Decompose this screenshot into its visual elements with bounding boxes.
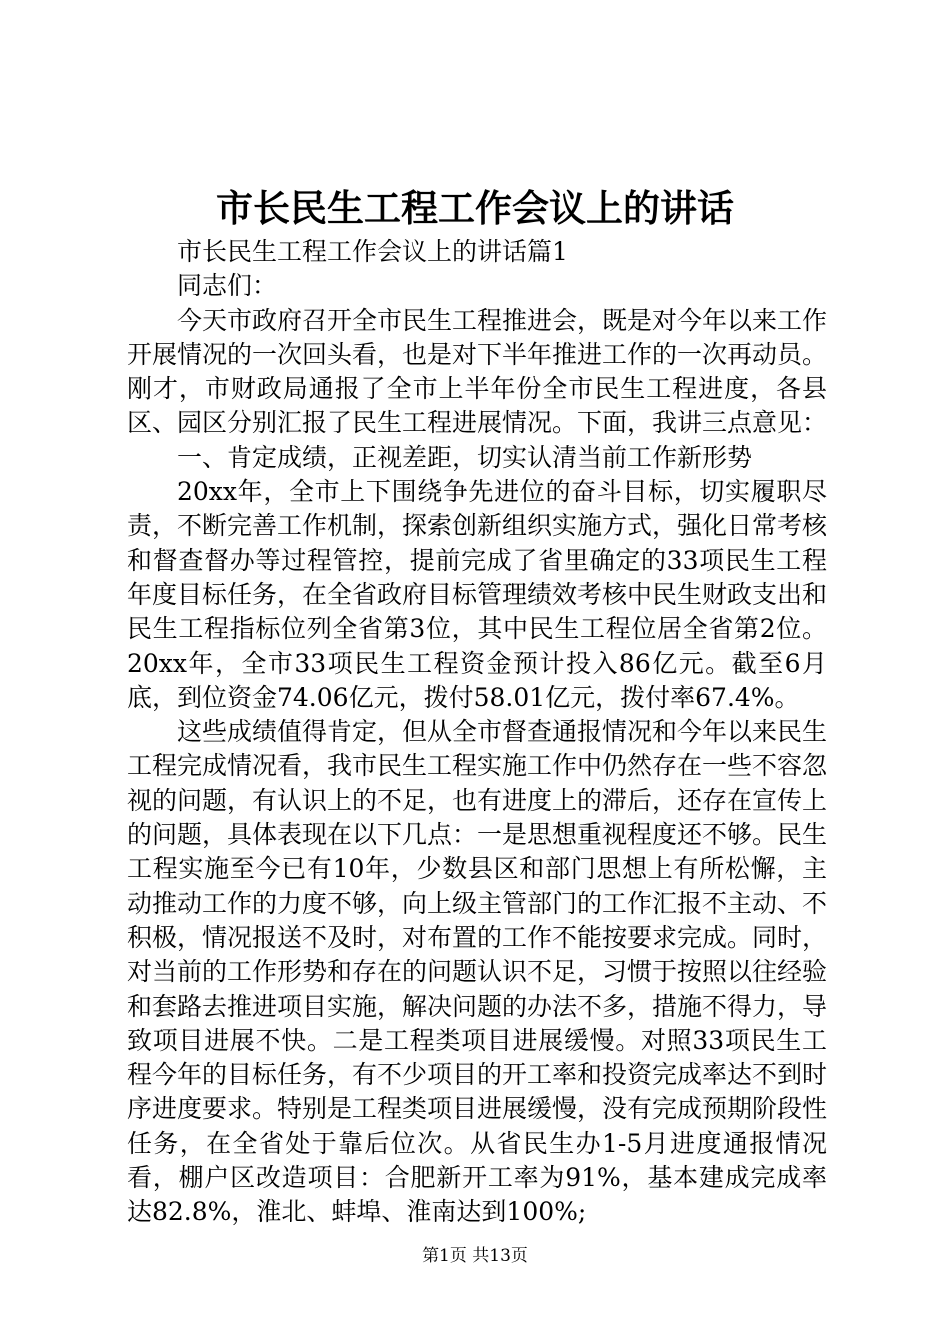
document-title: 市长民生工程工作会议上的讲话: [216, 186, 734, 230]
section-heading: 市长民生工程工作会议上的讲话篇1: [177, 237, 568, 266]
body-paragraph: 20xx年，全市上下围绕争先进位的奋斗目标，切实履职尽责，不断完善工作机制，探索创新组织实施方式，强化日常考核和督查督办等过程管控，提前完成了省里确定的33项民生工程年度目标任务，在全省政府目标管理绩效考核中民生财政支出和民生工程指标位列全省第3位，其中民生工程位居全省第2位。20xx年，全市33项民生工程资金预计投入86亿元。截至6月底，到位资金74.06亿元，拨付58.01亿元，拨付率67.4%。: [127, 477, 828, 712]
page-number-footer: 第1页 共13页: [422, 1246, 528, 1266]
document-body: [127, 235, 827, 1230]
salutation: 同志们：: [177, 271, 278, 301]
subsection-heading: 一、肯定成绩，正视差距，切实认清当前工作新形势: [177, 442, 753, 472]
body-paragraph: 今天市政府召开全市民生工程推进会，既是对今年以来工作开展情况的一次回头看，也是对下半年推进工作的一次再动员。刚才，市财政局通报了全市上半年份全市民生工程进度，各县区、园区分别汇报了民生工程进展情况。下面，我讲三点意见：: [127, 305, 828, 438]
body-paragraph: 这些成绩值得肯定，但从全市督查通报情况和今年以来民生工程完成情况看，我市民生工程实施工作中仍然存在一些不容忽视的问题，有认识上的不足，也有进度上的滞后，还存在宣传上的问题，具体表现在以下几点：一是思想重视程度还不够。民生工程实施至今已有10年，少数县区和部门思想上有所松懈，主动推动工作的力度不够，向上级主管部门的工作汇报不主动、不积极，情况报送不及时，对布置的工作不能按要求完成。同时，对当前的工作形势和存在的问题认识不足，习惯于按照以往经验和套路去推进项目实施，解决问题的办法不多，措施不得力，导致项目进展不快。二是工程类项目进展缓慢。对照33项民生工程今年的目标任务，有不少项目的开工率和投资完成率达不到时序进度要求。特别是工程类项目进展缓慢，没有完成预期阶段性任务，在全省处于靠后位次。从省民生办1-5月进度通报情况看，棚户区改造项目：合肥新开工率为91%，基本建成完成率达82.8%，淮北、蚌埠、淮南达到100%;: [127, 717, 828, 1227]
